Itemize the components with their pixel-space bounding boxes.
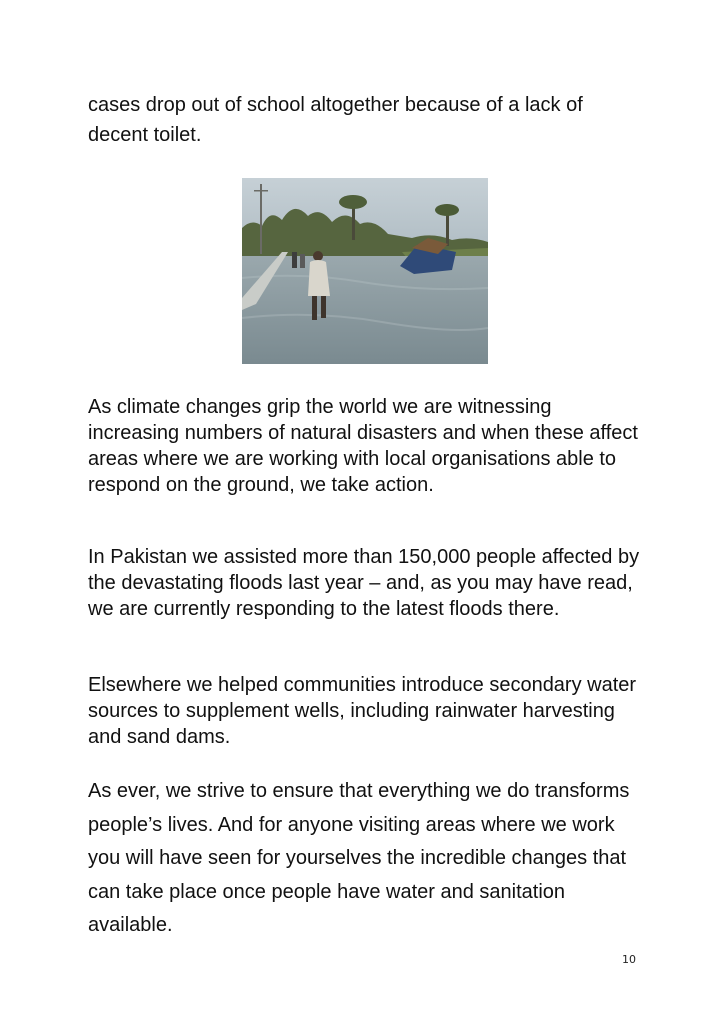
paragraph-school-toilets: cases drop out of school altogether because of a lack of decent toilet. xyxy=(88,94,583,146)
page-number: 10 xyxy=(622,953,636,966)
paragraph-transforms-lives: As ever, we strive to ensure that everything we do transforms people’s lives. And for anyone visiting areas where we work you will have seen for yourselves the incredible changes that can take place once people have water and sanitation available. xyxy=(88,780,630,936)
paragraph-secondary-water-sources: Elsewhere we helped communities introduce secondary water sources to supplement wells, including rainwater harvesting and sand dams. xyxy=(88,674,637,748)
paragraph-pakistan-floods: In Pakistan we assisted more than 150,000 people affected by the devastating floods last year – and, as you may have read, we are currently responding to the latest floods there. xyxy=(88,546,640,620)
paragraph-climate-disasters: As climate changes grip the world we are witnessing increasing numbers of natural disasters and when these affect areas where we are working with local organisations able to respond on the ground, we take action. xyxy=(88,396,638,496)
flood-photo xyxy=(242,178,488,364)
